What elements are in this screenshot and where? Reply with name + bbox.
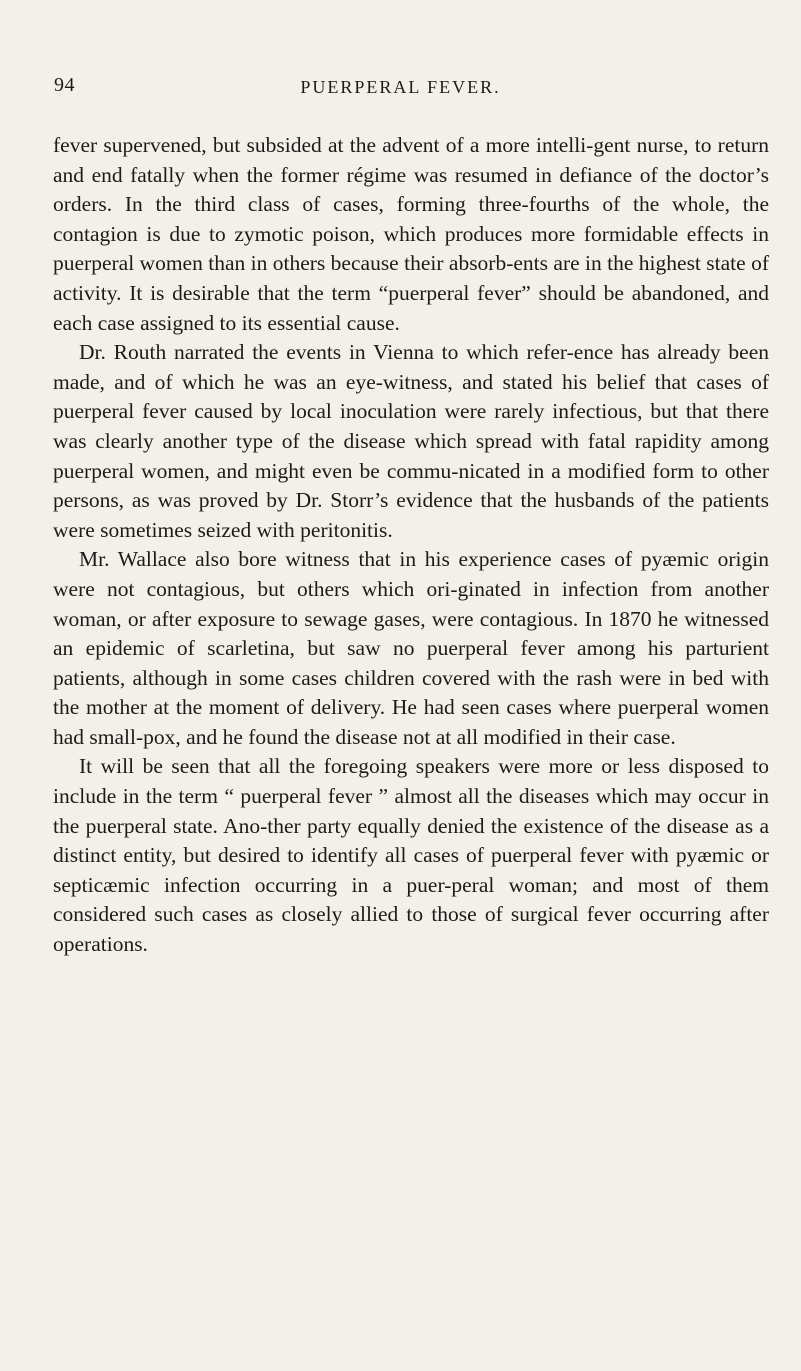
body-text bbox=[53, 131, 769, 960]
running-title: PUERPERAL FEVER. bbox=[300, 77, 501, 97]
page-number: 94 bbox=[54, 74, 75, 96]
paragraph-routh: Dr. Routh narrated the events in Vienna to which refer-ence has already been made, and of which he was an eye-witness, and stated his belief that cases of puerperal fever caused by local inoculation were rarely infectious, but that there was clearly another type of the disease which spread with fatal rapidity among puerperal women, and might even be commu-nicated in a modified form to other persons, as was proved by Dr. Storr’s evidence that the husbands of the patients were sometimes seized with peritonitis. bbox=[53, 340, 769, 542]
running-head bbox=[40, 50, 761, 97]
paragraph-wallace: Mr. Wallace also bore witness that in his experience cases of pyæmic origin were not contagious, but others which ori-ginated in infection from another woman, or after exposure to sewage gases, were contagious. In 1870 he witnessed an epidemic of scarletina, but saw no puerperal fever among his parturient patients, although in some cases children covered with the rash were in bed with the mother at the moment of delivery. He had seen cases where puerperal women had small-pox, and he found the disease not at all modified in their case. bbox=[53, 547, 769, 749]
paragraph-continued: fever supervened, but subsided at the advent of a more intelli-gent nurse, to return and end fatally when the former régime was resumed in defiance of the doctor’s orders. In the third class of cases, forming three-fourths of the whole, the contagion is due to zymotic poison, which produces more formidable effects in puerperal women than in others because their absorb-ents are in the highest state of activity. It is desirable that the term “puerperal fever” should be abandoned, and each case assigned to its essential cause. bbox=[53, 133, 769, 335]
paragraph-summary: It will be seen that all the foregoing speakers were more or less disposed to include in the term “ puerperal fever ” almost all the diseases which may occur in the puerperal state. Ano-ther party equally denied the existence of the disease as a distinct entity, but desired to identify all cases of puerperal fever with pyæmic or septicæmic infection occurring in a puer-peral woman; and most of them considered such cases as closely allied to those of surgical fever occurring after operations. bbox=[53, 754, 769, 957]
